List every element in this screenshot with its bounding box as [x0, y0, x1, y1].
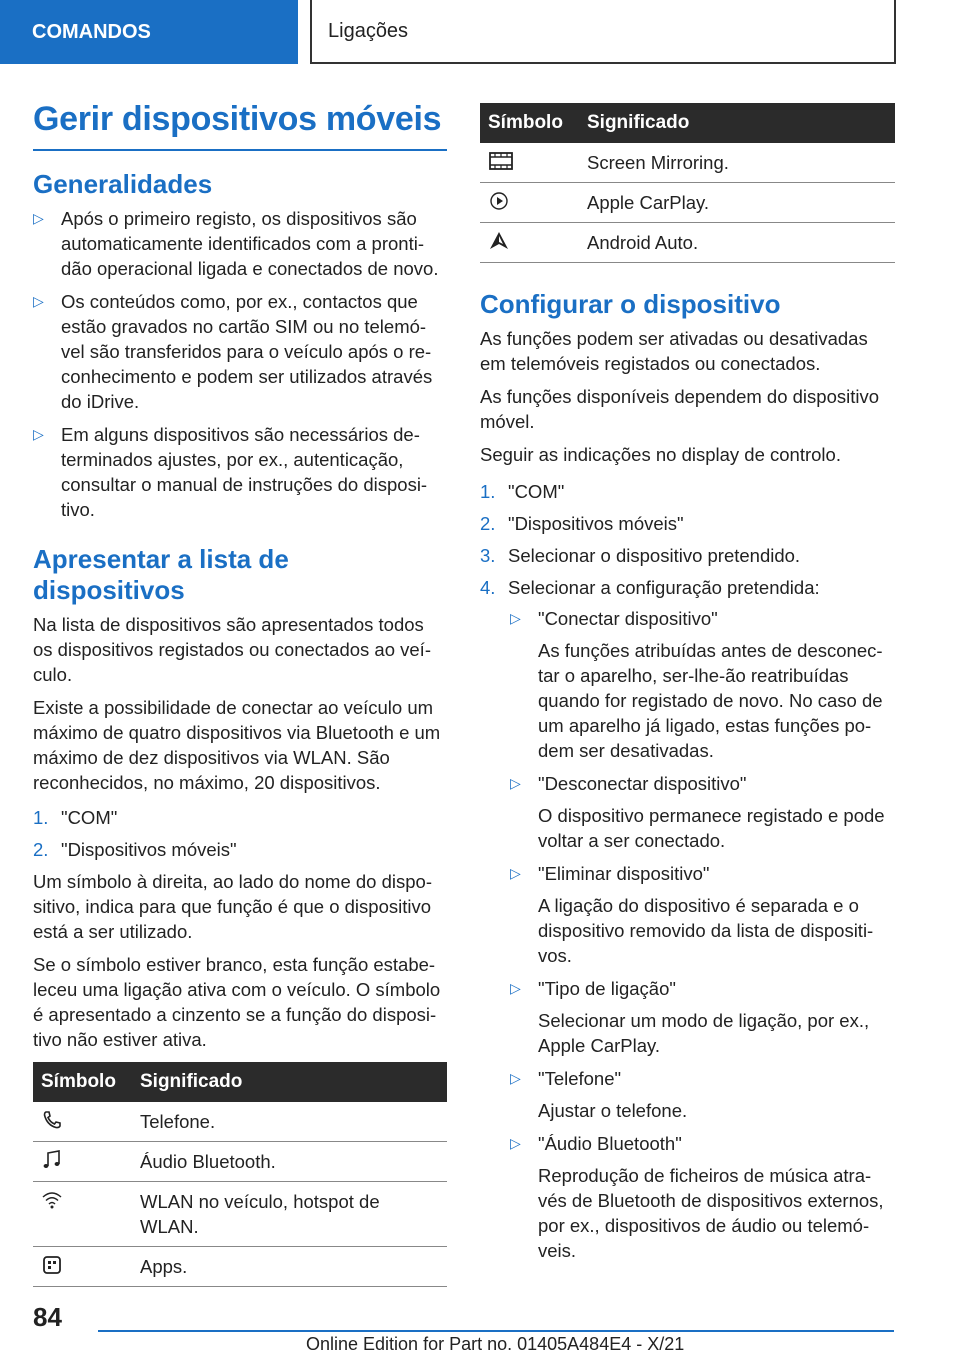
screen-mirroring-icon — [488, 150, 514, 172]
table-row — [480, 223, 895, 263]
page-number: 84 — [33, 1302, 62, 1332]
table-row — [33, 1182, 447, 1247]
paragraph: As funções disponíveis dependem do dispositivo móvel. — [480, 386, 880, 432]
table-cell: Apps. — [132, 1247, 447, 1287]
table-header-meaning: Significado — [579, 103, 895, 143]
header-section-tab: COMANDOS — [0, 0, 298, 64]
table-row — [33, 1102, 447, 1142]
step-item: 1. "COM" — [480, 481, 565, 502]
apps-icon — [41, 1254, 63, 1276]
generalidades-list — [33, 206, 447, 522]
table-cell: Áudio Bluetooth. — [132, 1142, 447, 1182]
table-row — [480, 183, 895, 223]
triangle-bullet-icon: ▷ — [33, 210, 44, 226]
paragraph: Se o símbolo estiver branco, esta função estabe-leceu uma ligação ativa com o veículo. O símbolo é apresentado a cinzento se a função do disposi-tivo não estiver ativa. — [33, 954, 441, 1050]
carplay-icon — [488, 190, 510, 212]
page-title: Gerir dispositivos móveis — [33, 100, 447, 151]
header-subsection: Ligações — [310, 0, 896, 64]
step-item: 2. "Dispositivos móveis" — [33, 839, 237, 860]
option-item: ▷ "Eliminar dispositivo" A ligação do dispositivo é separada e o dispositivo removido da lista de dispositi-vos. — [510, 863, 874, 966]
list-item: ▷ Após o primeiro registo, os dispositivos são automaticamente identificados com a pronti-dão operacional ligada e conectados de novo. — [33, 208, 439, 279]
table-row — [33, 1247, 447, 1287]
config-steps-list — [480, 479, 895, 1263]
table-cell: Android Auto. — [579, 223, 895, 263]
step-number: 4. — [480, 577, 496, 598]
triangle-bullet-icon: ▷ — [510, 1135, 521, 1151]
left-column — [33, 100, 447, 1287]
step-item: 3. Selecionar o dispositivo pretendido. — [480, 545, 801, 566]
heading-lista-dispositivos: Apresentar a lista de dispositivos — [33, 544, 289, 605]
symbol-table-right — [480, 103, 895, 263]
list-item: ▷ Os conteúdos como, por ex., contactos que estão gravados no cartão SIM ou no telemó-vel são transferidos para o veículo após o re-conhecimento e podem ser utilizados através do iDrive. — [33, 291, 433, 412]
footer-edition: Online Edition for Part no. 01405A484E4 - X/21 — [306, 1334, 685, 1354]
triangle-bullet-icon: ▷ — [510, 610, 521, 626]
step-item: 4. Selecionar a configuração pretendida: ▷ "Conectar dispositivo" As funções atribuídas antes de desconec-tar o aparelho, ser-lhe-ão reatribuídas quando for registado de novo. No caso de um aparelho já ligado, estas funções po-dem ser desativadas. ▷ "Desconectar dispositivo" O dispositivo permanece registado e pode voltar a ser conectado. ▷ "Eliminar dispositivo" A ligação do dispositivo é separada e o dispositivo removido da lista de dispositi-vos. ▷ "Tipo de ligação" Selecionar um modo de ligação, por ex., Apple CarPlay. ▷ "Telefone" Ajustar o telefone. ▷ "Áudio Bluetooth" Reprodução de ficheiros de música atra-vés de Bluetooth de dispositivos externos, por ex., dispositivos de áudio ou telemó-veis. — [480, 575, 895, 1263]
step-number: 2. — [33, 839, 49, 860]
option-item: ▷ "Tipo de ligação" Selecionar um modo de ligação, por ex., Apple CarPlay. — [510, 978, 870, 1056]
table-header-symbol: Símbolo — [480, 103, 579, 143]
paragraph: As funções podem ser ativadas ou desativadas em telemóveis registados ou conectados. — [480, 328, 868, 374]
config-options-list — [508, 606, 895, 1263]
triangle-bullet-icon: ▷ — [510, 775, 521, 791]
triangle-bullet-icon: ▷ — [510, 980, 521, 996]
table-row — [480, 143, 895, 183]
paragraph: Existe a possibilidade de conectar ao veículo um máximo de quatro dispositivos via Bluetooth e um máximo de dez dispositivos via WLAN. São reconhecidos, no máximo, 20 dispositivos. — [33, 697, 441, 793]
heading-configurar: Configurar o dispositivo — [480, 289, 781, 319]
music-note-icon — [41, 1149, 63, 1171]
step-item: 1. "COM" — [33, 807, 118, 828]
triangle-bullet-icon: ▷ — [510, 865, 521, 881]
right-column — [480, 93, 895, 1271]
option-item: ▷ "Conectar dispositivo" As funções atribuídas antes de desconec-tar o aparelho, ser-lhe-ão reatribuídas quando for registado de novo. No caso de um aparelho já ligado, estas funções po-dem ser desativadas. — [510, 608, 883, 761]
steps-list — [33, 805, 447, 862]
table-cell: Screen Mirroring. — [579, 143, 895, 183]
table-cell: Telefone. — [132, 1102, 447, 1142]
paragraph: Na lista de dispositivos são apresentados todos os dispositivos registados ou conectados ao veí-culo. — [33, 614, 431, 685]
android-auto-icon — [488, 230, 510, 252]
step-number: 1. — [33, 807, 49, 828]
table-header-meaning: Significado — [132, 1062, 447, 1102]
triangle-bullet-icon: ▷ — [33, 426, 44, 442]
paragraph: Um símbolo à direita, ao lado do nome do dispo-sitivo, indica para que função é que o dispositivo está a ser utilizado. — [33, 871, 432, 942]
triangle-bullet-icon: ▷ — [33, 293, 44, 309]
table-cell: Apple CarPlay. — [579, 183, 895, 223]
list-item: ▷ Em alguns dispositivos são necessários de-terminados ajustes, por ex., autenticação, consultar o manual de instruções do disposi-tivo. — [33, 424, 428, 520]
step-number: 2. — [480, 513, 496, 534]
option-item: ▷ "Desconectar dispositivo" O dispositivo permanece registado e pode voltar a ser conectado. — [510, 773, 885, 851]
heading-generalidades: Generalidades — [33, 169, 213, 199]
table-header-symbol: Símbolo — [33, 1062, 132, 1102]
option-item: ▷ "Áudio Bluetooth" Reprodução de ficheiros de música atra-vés de Bluetooth de dispositivos externos, por ex., dispositivos de áudio ou telemó-veis. — [510, 1133, 884, 1261]
wifi-icon — [41, 1189, 63, 1211]
triangle-bullet-icon: ▷ — [510, 1070, 521, 1086]
step-number: 3. — [480, 545, 496, 566]
paragraph: Seguir as indicações no display de controlo. — [480, 444, 841, 465]
option-item: ▷ "Telefone" Ajustar o telefone. — [510, 1068, 688, 1121]
symbol-table-left — [33, 1062, 447, 1287]
phone-icon — [41, 1109, 63, 1131]
table-row — [33, 1142, 447, 1182]
footer-divider — [98, 1330, 894, 1332]
table-cell: WLAN no veículo, hotspot de WLAN. — [132, 1182, 447, 1247]
step-number: 1. — [480, 481, 496, 502]
step-item: 2. "Dispositivos móveis" — [480, 513, 684, 534]
